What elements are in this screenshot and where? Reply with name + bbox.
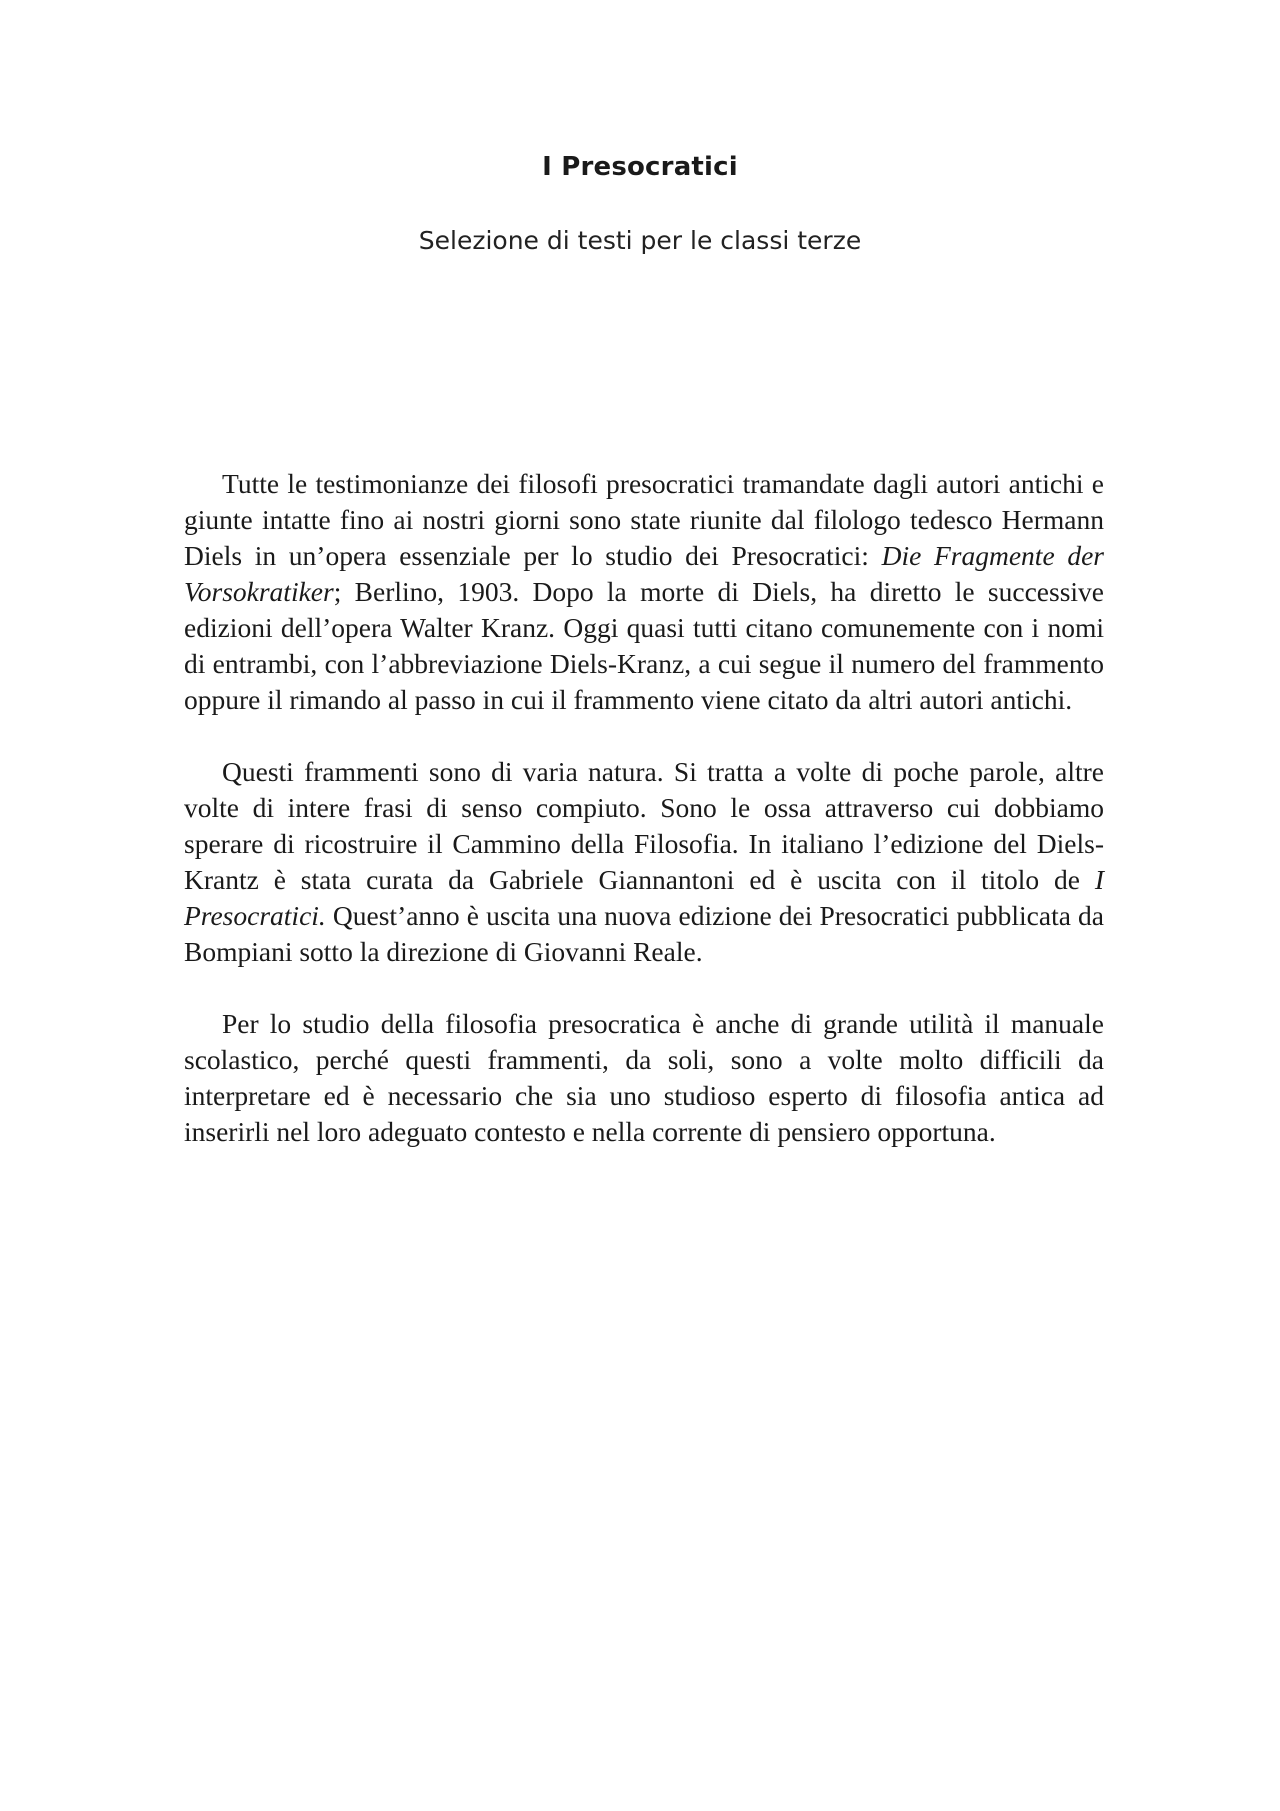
paragraph-2-text-b: Quest’anno è uscita una nuova edizione dei Presocratici pubblicata da Bompiani sotto la direzione di Giovanni Reale. bbox=[184, 900, 1104, 967]
edition-title-italic: I Presocratici. bbox=[184, 864, 1104, 931]
page-title: I Presocratici bbox=[542, 152, 738, 182]
page-subtitle: Selezione di testi per le classi terze bbox=[418, 226, 862, 255]
paragraph-3 bbox=[184, 1006, 1104, 1150]
document-body bbox=[184, 466, 1104, 1186]
paragraph-2-text-a: Questi frammenti sono di varia natura. Si tratta a volte di poche parole, altre volte di intere frasi di senso compiuto. Sono le ossa attraverso cui dobbiamo sperare di ricostruire il Cammino della Filosofia. In italiano l’edizione del Diels-Krantz è stata curata da Gabriele Giannantoni ed è uscita con il titolo de bbox=[184, 756, 1104, 895]
paragraph-1-text-b: ; Berlino, 1903. Dopo la morte di Diels, ha diretto le successive edizioni dell’opera Walter Kranz. Oggi quasi tutti citano comunemente con i nomi di entrambi, con l’abbreviazione Diels-Kranz, a cui segue il numero del frammento oppure il rimando al passo in cui il frammento viene citato da altri autori antichi. bbox=[184, 576, 1104, 715]
paragraph-2 bbox=[184, 754, 1104, 970]
paragraph-1 bbox=[184, 466, 1104, 718]
paragraph-3-text: Per lo studio della filosofia presocratica è anche di grande utilità il manuale scolastico, perché questi frammenti, da soli, sono a volte molto difficili da interpretare ed è necessario che sia uno studioso esperto di filosofia antica ad inserirli nel loro adeguato contesto e nella corrente di pensiero opportuna. bbox=[184, 1008, 1104, 1147]
book-title-italic: Die Fragmente der Vorsokratiker bbox=[184, 540, 1104, 607]
paragraph-1-text-a: Tutte le testimonianze dei filosofi presocratici tramandate dagli autori antichi e giunte intatte fino ai nostri giorni sono state riunite dal filologo tedesco Hermann Diels in un’opera essenziale per lo studio dei Presocratici: bbox=[184, 468, 1104, 571]
